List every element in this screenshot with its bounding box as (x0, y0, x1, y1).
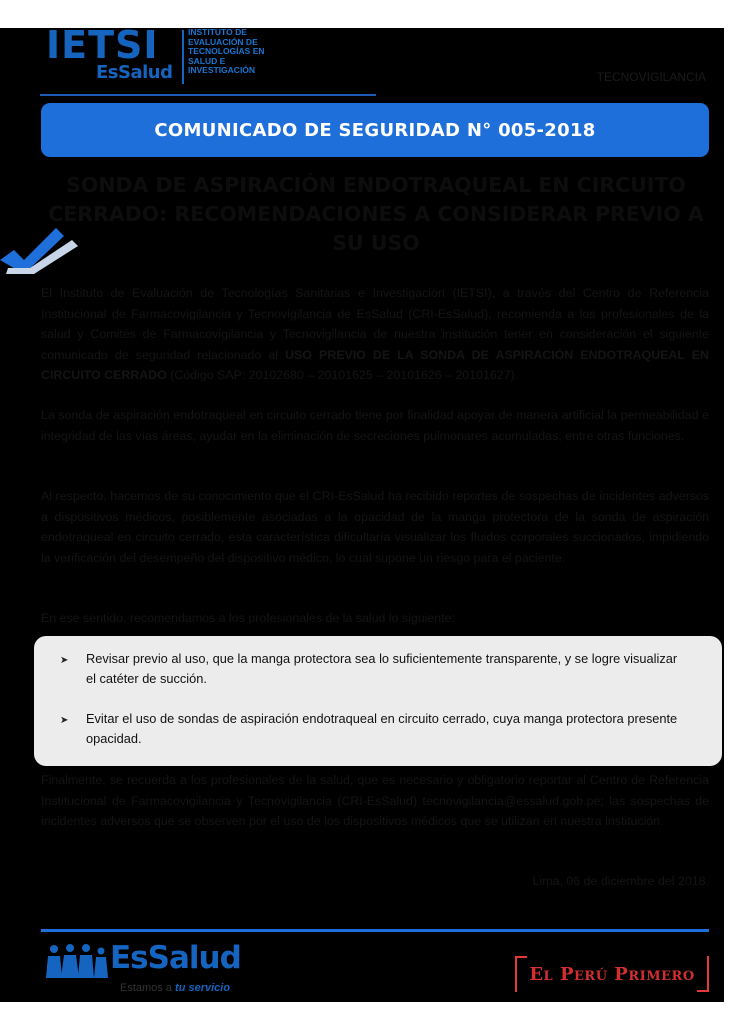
arrow-bullet-icon: ➤ (60, 715, 69, 726)
family-icon (46, 944, 108, 978)
peru-primero-logo (515, 956, 709, 992)
essalud-wordmark: EsSalud (110, 940, 241, 976)
intro-text: El Instituto de Evaluación de Tecnologías Sanitarias e Investigación (IETSI), a través del Centro de Referencia Institucional de Farmacovigilancia y Tecnovigilancia de EsSalud (CRI-EsSalud), recomienda a los profesionales de la salud y Comités de Farmacovigilancia y Tecnovigilancia de nuestra institución tener en consideración el siguiente comunicado de seguridad relacionado al (41, 286, 709, 362)
communique-banner (41, 103, 709, 157)
paragraph-recommend-intro: En ese sentido, recomendamos a los profesionales de la salud lo siguiente: (41, 611, 455, 625)
ietsi-logo (46, 28, 266, 90)
document-page (0, 28, 724, 1002)
intro-text-end: (Código SAP: 20102680 – 20101625 – 20101626 – 20101627). (166, 368, 519, 382)
peru-primero-text: El Perú Primero (529, 963, 695, 985)
institute-line: TECNOLOGÍAS EN (188, 46, 265, 57)
essalud-logo (46, 940, 246, 1000)
arrow-bullet-icon: ➤ (60, 655, 69, 666)
institute-line: INSTITUTO DE (188, 28, 247, 37)
essalud-tagline (120, 982, 230, 994)
checkmark-icon (0, 224, 80, 274)
paragraph-reports: Al respecto, hacemos de su conocimiento que el CRI-EsSalud ha recibido reportes de sospechas de incidentes adversos a dispositivos médicos, posiblemente asociadas a la opacidad de la manga protectora de la sonda de aspiración endotraqueal en circuito cerrado, esta característica dificultaría visualizar los fluidos corporales succionados, impidiendo la verificación del desempeño del dispositivo médico, lo cual supone un riesgo para el paciente. (41, 489, 709, 565)
document-title: SONDA DE ASPIRACIÓN ENDOTRAQUEAL EN CIRCUITO CERRADO: RECOMENDACIONES A CONSIDERAR PREVIO A SU USO (48, 173, 704, 255)
institute-line: SALUD E (188, 55, 226, 66)
recommendation-item (60, 709, 690, 749)
recommendations-box (34, 636, 722, 766)
section-label: TECNOVIGILANCIA (596, 70, 706, 84)
tagline-brand: tu servicio (175, 982, 231, 994)
header-rule (40, 94, 376, 96)
footer-rule (41, 929, 709, 932)
recommendation-text: Evitar el uso de sondas de aspiración endotraqueal en circuito cerrado, cuya manga protectora presente opacidad. (86, 711, 678, 746)
ietsi-logo-text: IETSI (46, 28, 159, 67)
recommendation-item (60, 649, 690, 689)
paragraph-purpose: La sonda de aspiración endotraqueal en circuito cerrado tiene por finalidad apoyar de manera artificial la permeabilidad e integridad de las vías áreas, ayudar en la eliminación de secreciones pulmonares acumuladas, entre otras funciones. (41, 408, 709, 443)
institute-name (188, 28, 288, 76)
paragraph-reporting: Finalmente, se recuerda a los profesionales de la salud, que es necesario y obligatorio reportar al Centro de Referencia Institucional de Farmacovigilancia y Tecnovigilancia (CRI-EsSalud) tecnovigilancia@essalud.gob.pe; las sospechas de incidentes adversos que se observen por el uso de los dispositivos médicos que se utilizan en nuestra institución. (41, 773, 709, 828)
recommendation-text: Revisar previo al uso, que la manga protectora sea lo suficientemente transparente, y se logre visualizar el catéter de succión. (86, 651, 678, 686)
intro-bold-text: USO PREVIO DE LA SONDA DE ASPIRACIÓN ENDOTRAQUEAL EN CIRCUITO CERRADO (41, 347, 709, 382)
ietsi-logo-essalud: EsSalud (96, 62, 173, 83)
logo-divider (182, 30, 184, 84)
institute-line: EVALUACIÓN DE (188, 36, 258, 47)
paragraph-intro (41, 283, 709, 386)
document-date: Lima, 06 de diciembre del 2018. (532, 874, 709, 888)
communique-title: COMUNICADO DE SEGURIDAD N° 005-2018 (154, 119, 596, 141)
institute-line: INVESTIGACIÓN (188, 65, 256, 76)
tagline-text: Estamos a (120, 982, 176, 994)
